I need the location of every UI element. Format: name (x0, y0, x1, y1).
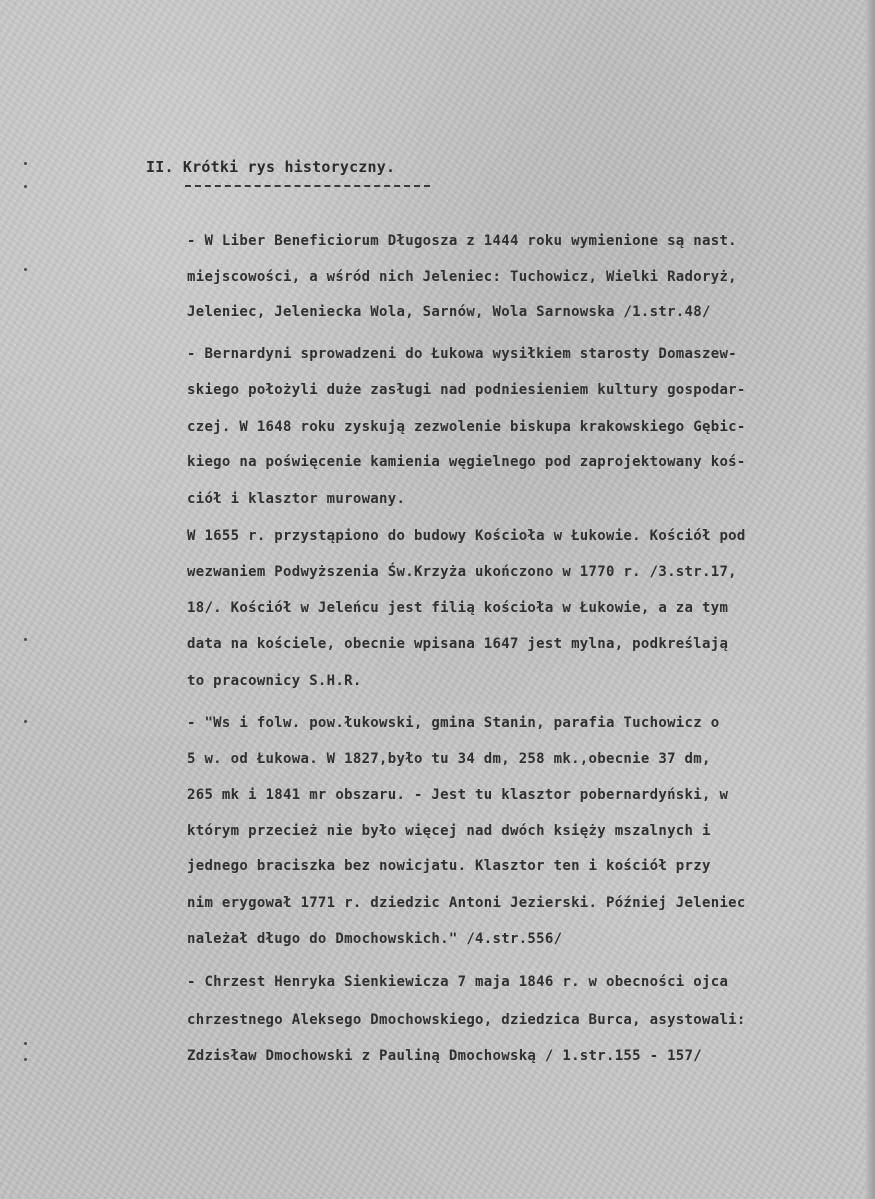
text-line: - Bernardyni sprowadzeni do Łukowa wysiłkiem starosty Domaszew- (187, 346, 737, 362)
margin-speck (24, 185, 27, 188)
text-line: należał długo do Dmochowskich." /4.str.556/ (187, 931, 563, 947)
margin-speck (24, 1042, 27, 1045)
text-line: miejscowości, a wśród nich Jeleniec: Tuchowicz, Wielki Radoryż, (187, 269, 737, 285)
text-line: 18/. Kościół w Jeleńcu jest filią kościoła w Łukowie, a za tym (187, 600, 729, 616)
text-line: 265 mk i 1841 mr obszaru. - Jest tu klasztor pobernardyński, w (187, 787, 729, 803)
text-line: Zdzisław Dmochowski z Pauliną Dmochowską / 1.str.155 - 157/ (187, 1048, 702, 1064)
text-line: nim erygował 1771 r. dziedzic Antoni Jezierski. Później Jeleniec (187, 895, 746, 911)
margin-speck (24, 162, 27, 165)
text-line: data na kościele, obecnie wpisana 1647 jest mylna, podkreślają (187, 636, 729, 652)
text-line: - Chrzest Henryka Sienkiewicza 7 maja 1846 r. w obecności ojca (187, 974, 729, 990)
text-line: którym przecież nie było więcej nad dwóch księży mszalnych i (187, 823, 711, 839)
text-line: 5 w. od Łukowa. W 1827,było tu 34 dm, 258 mk.,obecnie 37 dm, (187, 751, 711, 767)
page-edge (866, 0, 875, 1199)
text-line: W 1655 r. przystąpiono do budowy Kościoła w Łukowie. Kościół pod (187, 528, 746, 544)
text-line: to pracownicy S.H.R. (187, 673, 362, 689)
text-line: ciół i klasztor murowany. (187, 491, 406, 507)
text-line: wezwaniem Podwyższenia Św.Krzyża ukończono w 1770 r. /3.str.17, (187, 564, 737, 580)
section-heading: II. Krótki rys historyczny. (146, 158, 396, 176)
margin-speck (24, 638, 27, 641)
text-line: kiego na poświęcenie kamienia węgielnego pod zaprojektowany koś- (187, 454, 746, 470)
margin-speck (24, 720, 27, 723)
heading-underline (185, 185, 430, 187)
text-line: skiego położyli duże zasługi nad podniesieniem kultury gospodar- (187, 382, 746, 398)
text-line: czej. W 1648 roku zyskują zezwolenie biskupa krakowskiego Gębic- (187, 419, 746, 435)
text-line: - "Ws i folw. pow.łukowski, gmina Stanin, parafia Tuchowicz o (187, 715, 720, 731)
text-line: Jeleniec, Jeleniecka Wola, Sarnów, Wola Sarnowska /1.str.48/ (187, 304, 711, 320)
text-line: jednego braciszka bez nowicjatu. Klasztor ten i kościół przy (187, 858, 711, 874)
text-line: - W Liber Beneficiorum Długosza z 1444 roku wymienione są nast. (187, 233, 737, 249)
margin-speck (24, 1058, 27, 1061)
text-line: chrzestnego Aleksego Dmochowskiego, dziedzica Burca, asystowali: (187, 1012, 746, 1028)
margin-speck (24, 268, 27, 271)
